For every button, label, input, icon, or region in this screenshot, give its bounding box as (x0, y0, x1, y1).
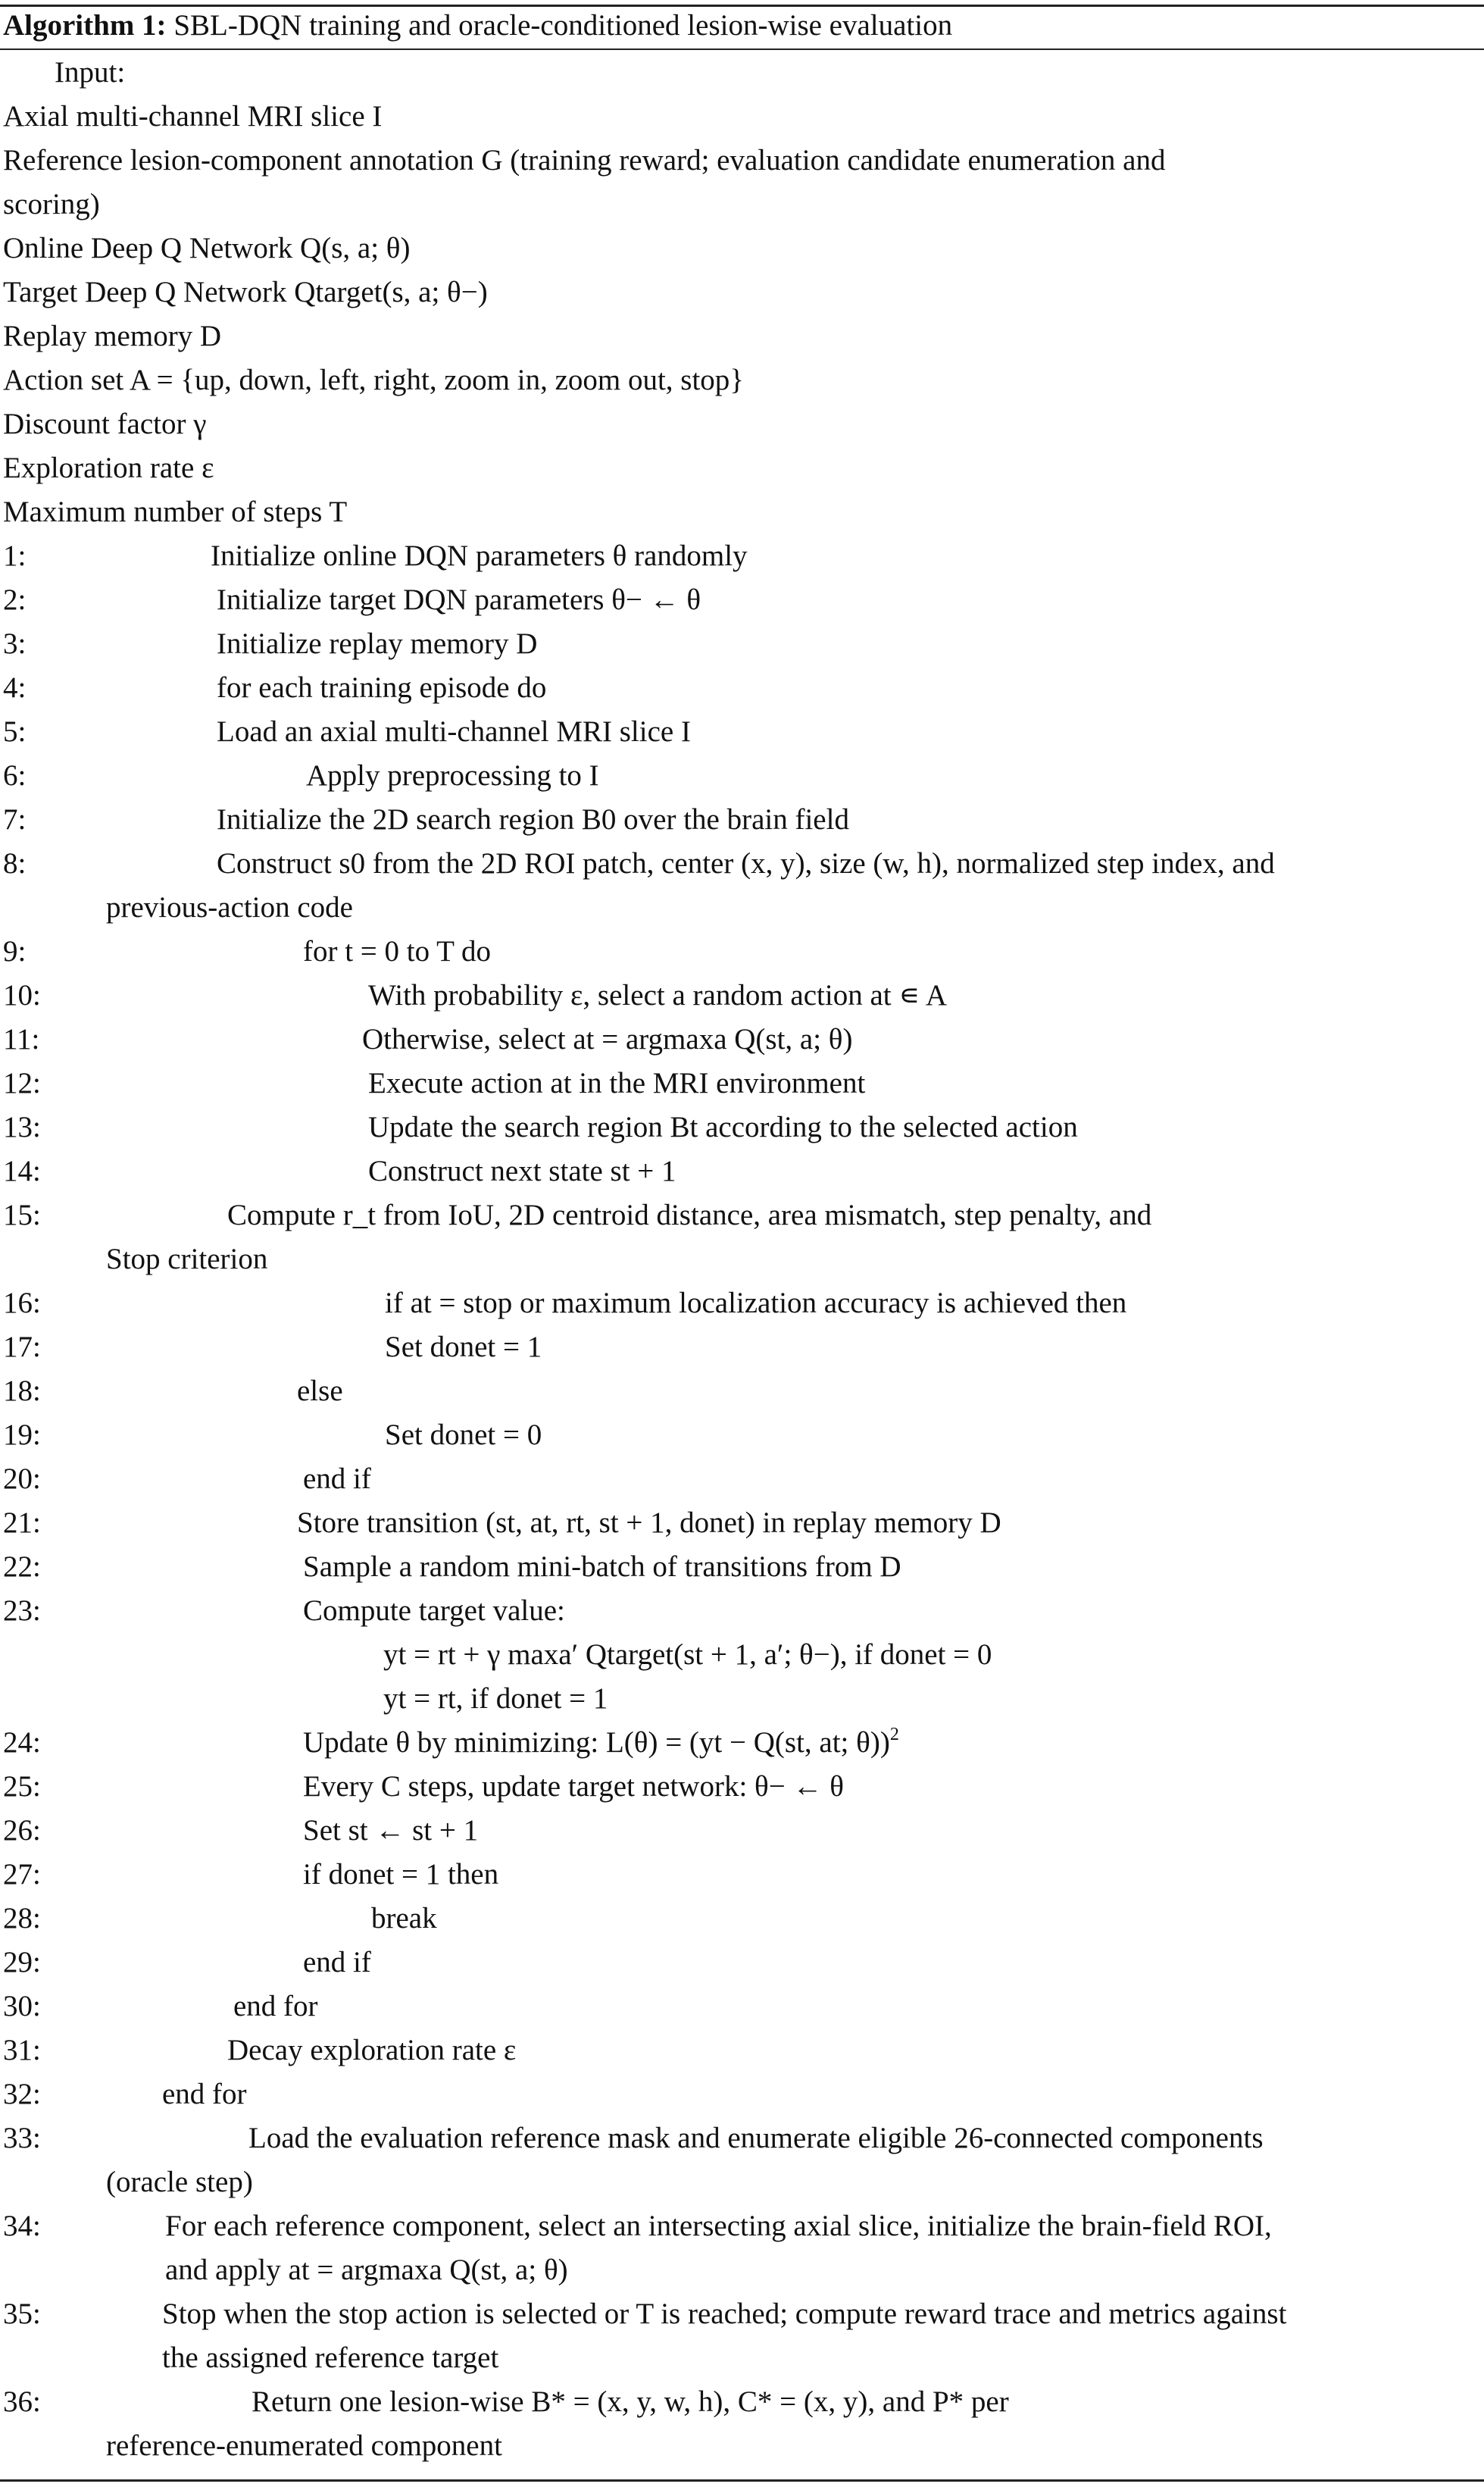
step-number: 1: (3, 540, 27, 572)
step-text: Store transition (st, at, rt, st + 1, donet) in replay memory D (297, 1506, 1001, 1539)
step-text: Every C steps, update target network: θ− ← θ (303, 1770, 844, 1803)
step-text: end for (162, 2078, 247, 2110)
step-subline: yt = rt, if donet = 1 (383, 1682, 608, 1715)
step-number: 21: (3, 1506, 41, 1539)
step-text: end if (303, 1462, 371, 1495)
step-subline: yt = rt + γ maxa′ Qtarget(st + 1, a′; θ−), if donet = 0 (383, 1638, 992, 1671)
input-item: Discount factor γ (3, 408, 207, 440)
step-continuation: Stop criterion (106, 1243, 268, 1275)
step-number: 2: (3, 583, 27, 616)
step-text: for t = 0 to T do (303, 935, 492, 968)
step-number: 14: (3, 1155, 41, 1187)
step-text: Set donet = 0 (385, 1419, 542, 1451)
caption-rule (0, 48, 1484, 50)
step-text: Compute target value: (303, 1594, 565, 1627)
step-number: 27: (3, 1858, 41, 1891)
step-number: 3: (3, 627, 27, 660)
step-number: 12: (3, 1067, 41, 1100)
step-continuation: (oracle step) (106, 2166, 253, 2198)
step-continuation: and apply at = argmaxa Q(st, a; θ) (165, 2254, 568, 2286)
step-text: Otherwise, select at = argmaxa Q(st, a; θ) (362, 1023, 853, 1056)
step-number: 19: (3, 1419, 41, 1451)
algorithm-label: Algorithm 1: (3, 9, 167, 42)
step-number: 36: (3, 2385, 41, 2418)
step-number: 4: (3, 671, 27, 704)
step-text: end for (233, 1990, 318, 2022)
step-continuation: reference-enumerated component (106, 2429, 502, 2462)
step-number: 7: (3, 803, 27, 836)
step-text: Initialize replay memory D (217, 627, 538, 660)
input-heading: Input: (55, 56, 126, 89)
algorithm-title: SBL-DQN training and oracle-conditioned lesion-wise evaluation (173, 9, 953, 42)
input-item: Reference lesion-component annotation G (training reward; evaluation candidate enumeration and (3, 144, 1166, 177)
step-text: Load the evaluation reference mask and enumerate eligible 26-connected components (248, 2122, 1264, 2154)
input-item: Axial multi-channel MRI slice I (3, 100, 383, 133)
step-text: With probability ε, select a random action at ∊ A (368, 979, 948, 1012)
step-number: 22: (3, 1550, 41, 1583)
step-number: 34: (3, 2210, 41, 2242)
step-text: Initialize target DQN parameters θ− ← θ (217, 583, 701, 616)
step-number: 17: (3, 1331, 41, 1363)
step-number: 8: (3, 847, 27, 880)
step-text: break (371, 1902, 437, 1935)
step-text: Return one lesion-wise B* = (x, y, w, h), C* = (x, y), and P* per (251, 2385, 1009, 2418)
step-number: 30: (3, 1990, 41, 2022)
input-item: Maximum number of steps T (3, 496, 348, 528)
step-text: Compute r_t from IoU, 2D centroid distance, area mismatch, step penalty, and (227, 1199, 1152, 1231)
step-text: Update the search region Bt according to the selected action (368, 1111, 1078, 1143)
step-text: Construct s0 from the 2D ROI patch, center (x, y), size (w, h), normalized step index, and (217, 847, 1275, 880)
step-text: Set st ← st + 1 (303, 1814, 479, 1847)
step-text: Set donet = 1 (385, 1331, 542, 1363)
step-text: for each training episode do (217, 671, 547, 704)
step-number: 24: (3, 1726, 41, 1759)
step-text: For each reference component, select an intersecting axial slice, initialize the brain-field ROI, (165, 2210, 1272, 2242)
input-item: Exploration rate ε (3, 452, 214, 484)
step-text (303, 1725, 899, 1761)
step-text: Construct next state st + 1 (368, 1155, 676, 1187)
step-number: 13: (3, 1111, 41, 1143)
input-item: Replay memory D (3, 320, 222, 352)
input-item: Target Deep Q Network Qtarget(s, a; θ−) (3, 276, 488, 308)
step-number: 33: (3, 2122, 41, 2154)
step-number: 9: (3, 935, 27, 968)
step-number: 25: (3, 1770, 41, 1803)
step-number: 28: (3, 1902, 41, 1935)
top-rule (0, 5, 1484, 7)
step-text: Decay exploration rate ε (227, 2034, 517, 2066)
step-number: 6: (3, 759, 27, 792)
bottom-rule (0, 2479, 1484, 2482)
step-number: 11: (3, 1023, 40, 1056)
step-text: if donet = 1 then (303, 1858, 499, 1891)
step-number: 32: (3, 2078, 41, 2110)
step-text: Apply preprocessing to I (306, 759, 599, 792)
algorithm-caption (3, 8, 952, 44)
step-text: Initialize online DQN parameters θ randomly (211, 540, 748, 572)
step-text: Load an axial multi-channel MRI slice I (217, 715, 691, 748)
step-continuation: previous-action code (106, 891, 353, 924)
step-text: end if (303, 1946, 371, 1979)
step-number: 31: (3, 2034, 41, 2066)
step-number: 20: (3, 1462, 41, 1495)
step-number: 26: (3, 1814, 41, 1847)
step-number: 29: (3, 1946, 41, 1979)
step-text: else (297, 1375, 343, 1407)
step-text: if at = stop or maximum localization accuracy is achieved then (385, 1287, 1127, 1319)
input-item: Action set A = {up, down, left, right, zoom in, zoom out, stop} (3, 364, 745, 396)
step-number: 10: (3, 979, 41, 1012)
step-text-main: Update θ by minimizing: L(θ) = (yt − Q(st, at; θ)) (303, 1726, 890, 1759)
step-number: 23: (3, 1594, 41, 1627)
step-text: Execute action at in the MRI environment (368, 1067, 866, 1100)
input-item: Online Deep Q Network Q(s, a; θ) (3, 232, 411, 264)
step-number: 35: (3, 2298, 41, 2330)
step-continuation: the assigned reference target (162, 2341, 499, 2374)
step-text: Initialize the 2D search region B0 over the brain field (217, 803, 849, 836)
step-number: 16: (3, 1287, 41, 1319)
step-number: 18: (3, 1375, 41, 1407)
step-number: 5: (3, 715, 27, 748)
input-item: scoring) (3, 188, 100, 221)
step-text: Sample a random mini-batch of transitions from D (303, 1550, 901, 1583)
superscript: 2 (889, 1725, 899, 1744)
step-text: Stop when the stop action is selected or T is reached; compute reward trace and metrics against (162, 2298, 1287, 2330)
step-number: 15: (3, 1199, 41, 1231)
